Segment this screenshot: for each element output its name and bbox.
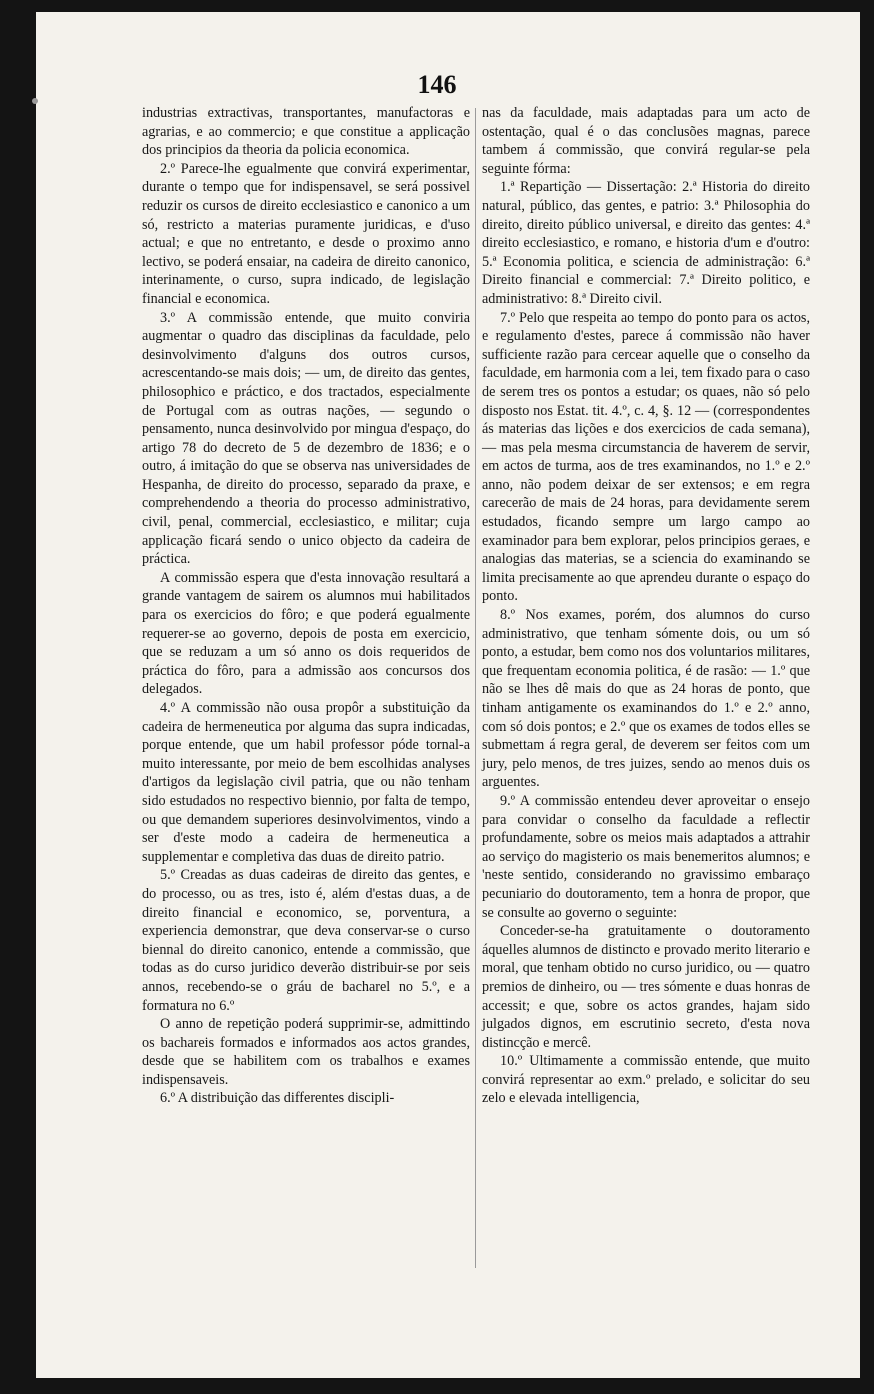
right-paragraph: 8.º Nos exames, porém, dos alumnos do curso administrativo, que tenham sómente dois, ou um só ponto, a estudar, bem como nos dos voluntarios militares, que frequentam economia politica, é de rasão: — 1.º que não se lhes dê mais do que as 24 horas de ponto, que tinham antigamente os examinandos do 1.º e 2.º anno, com só dois pontos; e 2.º que os exames de todos elles se submettam á regra geral, de deverem ser feitos com um jury, pelo menos, de tres juizes, sendo ao menos duis os arguentes. bbox=[482, 607, 810, 791]
left-column bbox=[142, 104, 470, 1108]
right-paragraph: nas da faculdade, mais adaptadas para um acto de ostentação, qual é o das conclusões magnas, parece tambem á commissão, que convirá regular-se pela seguinte fórma: bbox=[482, 105, 810, 177]
page-number: 146 bbox=[417, 70, 457, 99]
left-paragraph: industrias extractivas, transportantes, manufactoras e agrarias, e ao commercio; e que constitue a applicação dos principios da theoria da policia economica. bbox=[142, 105, 470, 159]
left-paragraph: 5.º Creadas as duas cadeiras de direito das gentes, e do processo, ou as tres, isto é, além d'estas duas, a de direito financial e economico, se, porventura, a experiencia demonstrar, que deva conservar-se o curso biennal do direito canonico, entende a commissão, que todas as do curso juridico deverão distribuir-se por seis annos, recebendo-se o gráu de bacharel no 5.º, e a formatura no 6.º bbox=[142, 867, 470, 1014]
right-paragraph: 10.º Ultimamente a commissão entende, que muito convirá representar ao exm.º prelado, e solicitar do seu zelo e elevada intelligencia, bbox=[482, 1053, 810, 1107]
column-divider bbox=[475, 108, 476, 1268]
right-paragraph: 7.º Pelo que respeita ao tempo do ponto para os actos, e regulamento d'estes, parece á commissão não haver sufficiente razão para cercear aquelle que o conselho da faculdade, em harmonia com a lei, tem fixado para o caso de serem tres os pontos a estudar; os quaes, não só pelo disposto nos Estat. tit. 4.º, c. 4, §. 12 — (correspondentes ás materias das lições e dos exercicios de cada semana), — mas pela mesma circumstancia de haverem de servir, em actos de turma, aos de tres examinandos, no 1.º e 2.º anno, não podem deixar de ser extensos; e em regra carecerão de mais de 24 horas, para devidamente serem estudados, ficando sempre um largo campo ao examinador para bem explorar, pelos principios geraes, e analogias das materias, se a sciencia do examinando se limita precisamente ao que aprendeu durante o espaço do ponto. bbox=[482, 309, 810, 605]
left-paragraph: O anno de repetição poderá supprimir-se, admittindo os bachareis formados e informados aos actos grandes, desde que se habilitem com os trabalhos e exames indispensaveis. bbox=[142, 1016, 470, 1088]
left-paragraph: 6.º A distribuição das differentes discipli- bbox=[160, 1090, 395, 1107]
right-paragraph: Conceder-se-ha gratuitamente o doutoramento áquelles alumnos de distincto e provado merito literario e moral, que tenham obtido no curso juridico, ou — quatro premios de dinheiro, ou — tres sómente e duas honras de accessit; e que, sobre os actos grandes, hajam sido julgados dignos, em escrutinio secreto, d'esta nova distincção e mercê. bbox=[482, 923, 810, 1051]
right-paragraph: 9.º A commissão entendeu dever aproveitar o ensejo para convidar o conselho da faculdade a reflectir profundamente, sobre os meios mais adaptados a attrahir ao serviço do magisterio os mais benemeritos alumnos; e 'neste sentido, considerando no gravissimo embaraço pecuniario do doutoramento, tem a honra de propor, que se consulte ao governo o seguinte: bbox=[482, 792, 810, 921]
left-paragraph: A commissão espera que d'esta innovação resultará a grande vantagem de sairem os alumnos mui habilitados para os exercicios do fôro; e que poderá egualmente requerer-se ao governo, depois de posta em exercicio, que se reduzam a um só anno os dois requeridos de práctica do fôro, para a admissão aos concursos dos delegados. bbox=[142, 569, 470, 698]
left-paragraph: 2.º Parece-lhe egualmente que convirá experimentar, durante o tempo que for indispensavel, se será possivel reduzir os cursos de direito ecclesiastico e canonico a um só, restricto a materias puramente juridicas, e d'uso actual; e que no entretanto, e desde o proximo anno lectivo, se poderá ensaiar, na cadeira de direito canonico, interinamente, o curso, supra indicado, de legislação financial e economica. bbox=[142, 160, 470, 307]
left-paragraph: 4.º A commissão não ousa propôr a substituição da cadeira de hermeneutica por alguma das supra indicadas, porque entende, que um habil professor póde tornal-a muito interessante, por meio de bem escolhidas analyses d'artigos da legislação civil patria, que ou não tenham sido estudados no respectivo biennio, por falta de tempo, ou que demandem superiores desinvolvimentos, vindo a ser d'este modo a cadeira de hermeneutica a supplementar e completiva das duas de direito patrio. bbox=[142, 700, 470, 865]
right-column bbox=[482, 104, 810, 1108]
left-paragraph: 3.º A commissão entende, que muito conviria augmentar o quadro das disciplinas da faculdade, pelo desinvolvimento d'alguns dos outros cursos, acrescentando-se mais dois; — um, de direito das gentes, philosophico e práctico, e dos tractados, especialmente de Portugal com as outras nações, — segundo o pensamento, nunca desinvolvido por mingua d'espaço, do artigo 78 do decreto de 5 de dezembro de 1836; e o outro, á imitação do que se observa nas universidades de Hespanha, de direito do processo, separado da praxe, e comprehendendo a theoria do processo administrativo, civil, penal, commercial, ecclesiastico, e militar; cuja applicação ficará sendo o unico objecto da cadeira de práctica. bbox=[142, 309, 470, 568]
right-paragraph: 1.ª Repartição — Dissertação: 2.ª Historia do direito natural, público, das gentes, e patrio: 3.ª Philosophia do direito, direito público universal, e direito das gentes: 4.ª direito ecclesiastico, e romano, e historia d'um e d'outro: 5.ª Economia politica, e sciencia de administração: 6.ª Direito financial e commercial: 7.ª Direito politico, e administrativo: 8.ª Direito civil. bbox=[482, 179, 810, 307]
